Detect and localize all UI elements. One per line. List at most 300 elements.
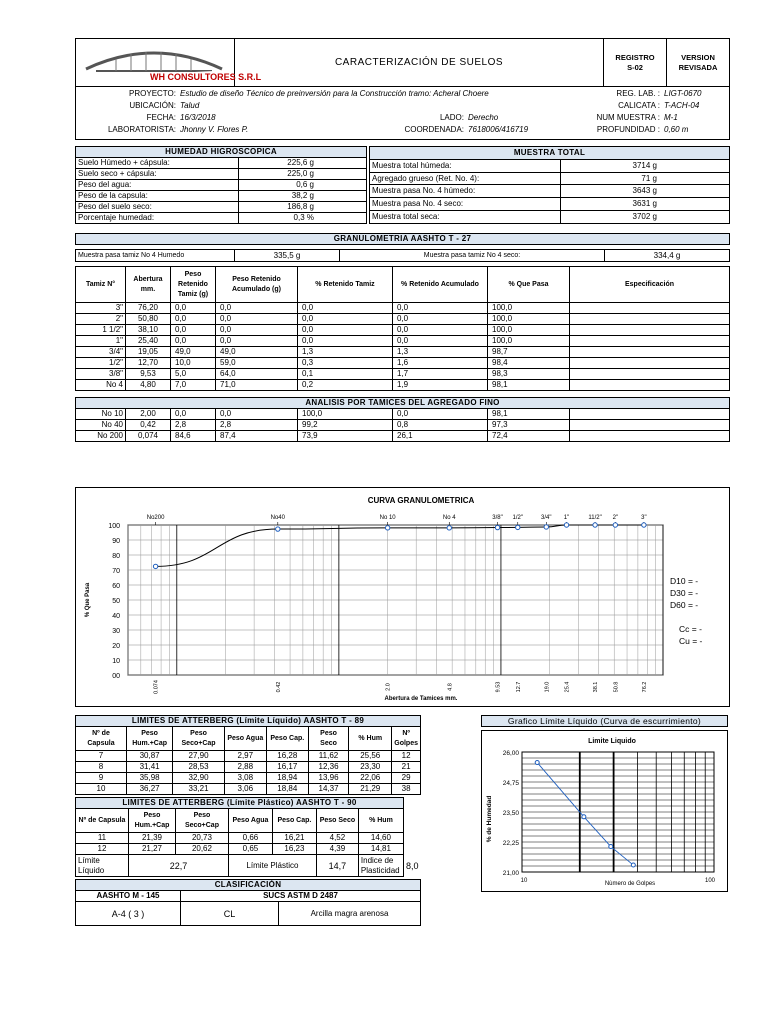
fino-row-cell: 2,8	[216, 420, 298, 431]
atterberg-cell: 20,62	[175, 844, 228, 855]
humedad-row-label: Suelo Húmedo + cápsula:	[76, 158, 239, 169]
curva-y-tick: 30	[112, 628, 120, 635]
muestra-row-label: Muestra total húmeda:	[370, 159, 561, 172]
atterberg-cell: 13,96	[308, 773, 348, 784]
reglab-value: LIGT-0670	[664, 89, 702, 98]
curva-sieve-label: 2"	[612, 515, 619, 521]
fino-row	[76, 420, 730, 431]
humedad-row	[76, 202, 367, 213]
sieve-row-cell: 1/2"	[76, 358, 126, 369]
fino-row	[76, 409, 730, 420]
atterberg-column-header: Peso Seco+Cap	[173, 727, 225, 751]
humedad-row	[76, 191, 367, 202]
atterberg-cell: 38	[392, 784, 421, 795]
ip-result-label: Indice de Plasticidad	[358, 855, 403, 877]
atterberg-row	[76, 773, 421, 784]
aashto-label: AASHTO M - 145	[76, 891, 181, 902]
fino-row-cell: 0,42	[126, 420, 171, 431]
lado-value: Derecho	[468, 113, 499, 122]
atterberg-cell: 21	[392, 762, 421, 773]
sucs-label: SUCS ASTM D 2487	[181, 891, 421, 902]
fino-row-cell: 84,6	[171, 431, 216, 442]
atterberg-column-header: Peso Seco	[316, 809, 358, 833]
proyecto-label: PROYECTO:	[129, 89, 176, 98]
atterberg-cell: 12	[76, 844, 129, 855]
ll-title: LIMITES DE ATTERBERG (Límite Líquido) AASHTO T - 89	[76, 716, 421, 727]
ll-y-tick: 23,50	[502, 810, 519, 817]
fino-row-cell: 2,8	[171, 420, 216, 431]
curva-series-line	[156, 525, 644, 566]
registro-cell	[604, 39, 667, 87]
version-cell	[667, 39, 730, 87]
escurrimiento-title: Grafico Límite Líquido (Curva de escurrimiento)	[482, 716, 728, 727]
ll-data-point	[582, 815, 586, 819]
sieve-row-cell: 7,0	[171, 380, 216, 391]
humedad-row-label: Suelo seco + cápsula:	[76, 169, 239, 180]
sieve-row-cell: 19,05	[126, 347, 171, 358]
coordenada-value: 7618006/416719	[468, 125, 529, 134]
atterberg-cell: 21,29	[349, 784, 392, 795]
atterberg-column-header: Peso Cap.	[266, 727, 308, 751]
atterberg-column-header: Peso Agua	[228, 809, 272, 833]
ip-result-value: 8,0	[405, 860, 419, 871]
atterberg-cell: 25,56	[349, 751, 392, 762]
curva-y-tick: 70	[112, 568, 120, 575]
atterberg-cell: 4,39	[316, 844, 358, 855]
sieve-row-cell: 0,2	[298, 380, 393, 391]
ll-result-label: Límite Líquido	[76, 855, 129, 877]
curva-sieve-label: No 4	[442, 515, 456, 521]
atterberg-cell: 0,65	[228, 844, 272, 855]
curva-sieve-label: No40	[270, 515, 285, 521]
escurrimiento-header	[481, 715, 728, 727]
sieve-column-header: Especificación	[570, 267, 730, 303]
ll-chart-xlabel: Nùmero de Golpes	[604, 881, 656, 887]
fino-row-cell: 0,074	[126, 431, 171, 442]
sieve-column-header: Peso Retenido Acumulado (g)	[216, 267, 298, 303]
atterberg-cell: 9	[76, 773, 127, 784]
curva-data-point	[385, 526, 389, 530]
curva-y-tick: 80	[112, 553, 120, 560]
curva-data-point	[516, 525, 520, 529]
atterberg-column-header: % Hum	[349, 727, 392, 751]
atterberg-cell: 16,21	[272, 833, 316, 844]
curva-y-tick: 100	[108, 523, 120, 530]
sieve-row-cell: 100,0	[488, 314, 570, 325]
sucs-value: CL	[181, 902, 279, 926]
sieve-row-cell: 100,0	[488, 336, 570, 347]
lado-label: LADO:	[439, 113, 464, 122]
cc-value: Cc = -	[679, 624, 702, 634]
atterberg-cell: 30,87	[126, 751, 172, 762]
atterberg-cell: 18,84	[266, 784, 308, 795]
sieve-column-header: % Retenido Tamiz	[298, 267, 393, 303]
especificacion-cell	[570, 336, 730, 347]
sieve-row-cell: 0,0	[171, 303, 216, 314]
sieve-row-cell: 38,10	[126, 325, 171, 336]
atterberg-row	[76, 844, 421, 855]
sieve-row-cell: 1,6	[393, 358, 488, 369]
sieve-column-header: % Retenido Acumulado	[393, 267, 488, 303]
pasa-humedo-value: 335,5 g	[235, 250, 340, 262]
lp-result-value: 14,7	[316, 855, 358, 877]
sieve-row-cell: 71,0	[216, 380, 298, 391]
sieve-row-cell: 9,53	[126, 369, 171, 380]
sieve-table	[75, 266, 730, 391]
curva-x-tick: 38.1	[593, 681, 600, 693]
humedad-row	[76, 213, 367, 224]
sieve-row-cell: 0,0	[393, 336, 488, 347]
curva-sieve-label: No200	[146, 515, 165, 521]
sieve-row-cell: 0,0	[216, 314, 298, 325]
sieve-column-header: % Que Pasa	[488, 267, 570, 303]
atterberg-cell: 3,06	[224, 784, 266, 795]
sieve-row-cell: 2"	[76, 314, 126, 325]
humedad-row-label: Porcentaje humedad:	[76, 213, 239, 224]
calicata-value: T-ACH-04	[664, 101, 700, 110]
atterberg-column-header: Peso Seco+Cap	[175, 809, 228, 833]
report-title: CARACTERIZACIÓN DE SUELOS	[235, 39, 604, 87]
clasificacion-table	[75, 879, 421, 926]
especificacion-cell	[570, 325, 730, 336]
curva-y-tick: 50	[112, 598, 120, 605]
sieve-row-cell: 49,0	[171, 347, 216, 358]
profundidad-value: 0,60 m	[664, 125, 689, 134]
sieve-row-cell: 50,80	[126, 314, 171, 325]
sieve-row	[76, 325, 730, 336]
sieve-row-cell: 1,9	[393, 380, 488, 391]
cu-value: Cu = -	[679, 636, 703, 646]
curva-sieve-label: 11/2"	[588, 515, 602, 521]
fecha-label: FECHA:	[146, 113, 176, 122]
especificacion-cell	[570, 380, 730, 391]
sieve-row-cell: No 4	[76, 380, 126, 391]
muestra-row-value: 3631 g	[561, 198, 730, 211]
atterberg-column-header: Peso Hum.+Cap	[128, 809, 175, 833]
version-label: VERSION	[681, 52, 715, 62]
curva-data-point	[495, 525, 499, 529]
sieve-row-cell: 100,0	[488, 325, 570, 336]
sieve-row-cell: 3/4"	[76, 347, 126, 358]
sieve-row-cell: 59,0	[216, 358, 298, 369]
curva-sieve-label: 3/4"	[541, 515, 552, 521]
curva-x-tick: 19.0	[544, 681, 551, 693]
curva-data-point	[153, 564, 157, 568]
fino-row-cell: 73,9	[298, 431, 393, 442]
atterberg-cell: 4,52	[316, 833, 358, 844]
muestra-row-value: 3714 g	[561, 159, 730, 172]
atterberg-cell: 32,90	[173, 773, 225, 784]
humedad-table	[75, 146, 367, 224]
atterberg-row	[76, 784, 421, 795]
atterberg-cell: 35,98	[126, 773, 172, 784]
curva-y-tick: 10	[112, 658, 120, 665]
muestra-title: MUESTRA TOTAL	[370, 147, 730, 160]
atterberg-cell: 20,73	[175, 833, 228, 844]
atterberg-cell: 23,30	[349, 762, 392, 773]
atterberg-cell: 14,81	[358, 844, 403, 855]
sieve-row	[76, 380, 730, 391]
atterberg-lp-table	[75, 797, 421, 877]
curva-data-point	[642, 523, 646, 527]
curva-sieve-label: No 10	[379, 515, 396, 521]
muestra-row-label: Muestra total seca:	[370, 211, 561, 224]
fino-row-cell: No 40	[76, 420, 126, 431]
curva-data-point	[447, 526, 451, 530]
sieve-row-cell: 0,3	[298, 358, 393, 369]
sieve-row	[76, 358, 730, 369]
especificacion-cell	[570, 420, 730, 431]
curva-title: CURVA GRANULOMETRICA	[367, 496, 475, 505]
sieve-row	[76, 347, 730, 358]
especificacion-cell	[570, 314, 730, 325]
profundidad-label: PROFUNDIDAD :	[596, 125, 660, 134]
atterberg-row	[76, 751, 421, 762]
curva-x-tick: 9.53	[495, 681, 502, 693]
sieve-row-cell: 25,40	[126, 336, 171, 347]
humedad-row	[76, 158, 367, 169]
curva-sieve-label: 3/8"	[492, 515, 503, 521]
atterberg-cell: 36,27	[126, 784, 172, 795]
curva-x-tick: 25.4	[564, 681, 571, 693]
atterberg-cell: 10	[76, 784, 127, 795]
humedad-row-label: Peso de la capsula:	[76, 191, 239, 202]
curva-y-tick: 00	[112, 673, 120, 680]
sieve-row-cell: 0,0	[298, 336, 393, 347]
sieve-column-header: Abertura mm.	[126, 267, 171, 303]
atterberg-cell: 12,36	[308, 762, 348, 773]
atterberg-cell: 2,88	[224, 762, 266, 773]
atterberg-cell: 12	[392, 751, 421, 762]
curva-sieve-label: 1/2"	[512, 515, 523, 521]
atterberg-section	[75, 715, 421, 926]
limite-liquido-chart	[482, 731, 727, 891]
ll-x-tick: 10	[520, 878, 528, 884]
curva-granulometrica-chart	[76, 488, 729, 706]
empty-cell	[403, 844, 420, 855]
curva-x-tick: 0.074	[153, 680, 160, 694]
curva-data-point	[613, 523, 617, 527]
ll-result-value: 22,7	[128, 855, 228, 877]
sieve-row-cell: 0,0	[298, 325, 393, 336]
ll-series-line	[537, 763, 633, 865]
pasa-seco-value: 334,4 g	[605, 250, 730, 262]
atterberg-column-header: Peso Seco	[308, 727, 348, 751]
registro-label: REGISTRO	[615, 52, 655, 62]
clasificacion-title: CLASIFICACIÓN	[76, 880, 421, 891]
ll-y-tick: 26,00	[502, 750, 519, 757]
fino-row-cell: 87,4	[216, 431, 298, 442]
sieve-row-cell: 10,0	[171, 358, 216, 369]
muestra-row	[370, 211, 730, 224]
curva-xlabel: Abertura de Tamices mm.	[384, 696, 458, 702]
proyecto-value: Estudio de diseño Técnico de preinversión para la Construcción tramo: Acheral Choere	[180, 89, 489, 98]
muestra-row-label: Muestra pasa No. 4 húmedo:	[370, 185, 561, 198]
sieve-row-cell: 0,0	[393, 314, 488, 325]
humedad-row-value: 0,3 %	[239, 213, 367, 224]
especificacion-cell	[570, 347, 730, 358]
aashto-value: A-4 ( 3 )	[76, 902, 181, 926]
curva-y-tick: 20	[112, 643, 120, 650]
laboratorista-value: Jhonny V. Flores P.	[180, 125, 249, 134]
atterberg-cell: 16,23	[272, 844, 316, 855]
version-value: REVISADA	[678, 62, 718, 72]
muestra-row	[370, 185, 730, 198]
curva-params	[670, 575, 702, 647]
company-logo-cell	[76, 39, 262, 87]
empty-cell	[403, 833, 420, 844]
fino-row	[76, 431, 730, 442]
atterberg-cell: 28,53	[173, 762, 225, 773]
lp-title: LIMITES DE ATTERBERG (Límite Plástico) AASHTO T - 90	[76, 798, 404, 809]
atterberg-row	[76, 762, 421, 773]
ll-data-point	[631, 863, 635, 867]
atterberg-cell: 3,08	[224, 773, 266, 784]
sieve-row-cell: 100,0	[488, 303, 570, 314]
curva-x-tick: 2.0	[385, 683, 392, 691]
ll-chart-title: Limite Liquido	[588, 738, 636, 745]
ll-x-tick: 100	[704, 878, 716, 884]
especificacion-cell	[570, 409, 730, 420]
sieve-row-cell: 1,7	[393, 369, 488, 380]
atterberg-cell: 16,17	[266, 762, 308, 773]
sieve-row-cell: 0,0	[216, 325, 298, 336]
fino-title: ANALISIS POR TAMICES DEL AGREGADO FINO	[76, 398, 730, 409]
humedad-row-value: 225,0 g	[239, 169, 367, 180]
curva-y-tick: 60	[112, 583, 120, 590]
bridge-logo-icon	[76, 39, 262, 83]
d10-value: D10 = -	[670, 576, 699, 586]
muestra-row-label: Muestra pasa No. 4 seco:	[370, 198, 561, 211]
curva-x-tick: 4.8	[447, 683, 454, 691]
ll-chart-ylabel: % de Humedad	[486, 795, 493, 843]
ll-y-tick: 24,75	[502, 780, 519, 787]
fino-row-cell: 2,00	[126, 409, 171, 420]
atterberg-cell: 11,62	[308, 751, 348, 762]
humedad-row	[76, 180, 367, 191]
humedad-row	[76, 169, 367, 180]
muestra-row-label: Agregado grueso (Ret. No. 4):	[370, 172, 561, 185]
sieve-row-cell: 12,70	[126, 358, 171, 369]
atterberg-cell: 27,90	[173, 751, 225, 762]
fino-row-cell: 26,1	[393, 431, 488, 442]
atterberg-cell: 0,66	[228, 833, 272, 844]
fino-row-cell: 0,0	[171, 409, 216, 420]
granulometria-title: GRANULOMETRIA AASHTO T - 27	[76, 234, 730, 245]
muestra-row-value: 3702 g	[561, 211, 730, 224]
fino-table	[75, 397, 730, 442]
humedad-row-value: 0,6 g	[239, 180, 367, 191]
d60-value: D60 = -	[670, 600, 699, 610]
pasa-seco-label: Muestra pasa tamiz No 4 seco:	[340, 250, 605, 262]
curva-ylabel: % Que Pasa	[85, 582, 91, 618]
fino-row-cell: No 200	[76, 431, 126, 442]
fino-row-cell: 99,2	[298, 420, 393, 431]
pasa-humedo-label: Muestra pasa tamiz No 4 Humedo	[76, 250, 235, 262]
sieve-row-cell: 5,0	[171, 369, 216, 380]
fino-row-cell: 98,1	[488, 409, 570, 420]
sieve-row-cell: 4,80	[126, 380, 171, 391]
ll-y-tick: 22,25	[502, 840, 519, 847]
ubicacion-label: UBICACIÓN:	[129, 101, 176, 110]
sieve-row-cell: 0,0	[393, 303, 488, 314]
muestra-row	[370, 198, 730, 211]
curva-data-point	[544, 525, 548, 529]
sieve-row-cell: 98,7	[488, 347, 570, 358]
atterberg-column-header: Nº Golpes	[392, 727, 421, 751]
curva-y-tick: 40	[112, 613, 120, 620]
report-header	[75, 38, 730, 87]
d30-value: D30 = -	[670, 588, 699, 598]
fino-row-cell: 97,3	[488, 420, 570, 431]
atterberg-cell: 31,41	[126, 762, 172, 773]
sieve-row-cell: 0,0	[298, 314, 393, 325]
sieve-row-cell: 0,0	[216, 303, 298, 314]
curva-x-tick: 0.42	[275, 681, 282, 693]
humedad-row-value: 38,2 g	[239, 191, 367, 202]
sieve-row-cell: 0,0	[393, 325, 488, 336]
project-info	[75, 87, 730, 140]
muestra-row	[370, 172, 730, 185]
curva-x-tick: 50.8	[613, 681, 620, 693]
sieve-row-cell: 64,0	[216, 369, 298, 380]
sieve-row-cell: 0,0	[216, 336, 298, 347]
atterberg-cell: 18,94	[266, 773, 308, 784]
especificacion-cell	[570, 358, 730, 369]
coordenada-label: COORDENADA:	[404, 125, 464, 134]
humedad-row-value: 186,8 g	[239, 202, 367, 213]
atterberg-column-header: Peso Cap.	[272, 809, 316, 833]
sieve-column-header: Peso Retenido Tamiz (g)	[171, 267, 216, 303]
atterberg-cell: 16,28	[266, 751, 308, 762]
sieve-row-cell: 1,3	[298, 347, 393, 358]
atterberg-cell: 29	[392, 773, 421, 784]
sieve-row-cell: 98,3	[488, 369, 570, 380]
atterberg-cell: 21,39	[128, 833, 175, 844]
especificacion-cell	[570, 303, 730, 314]
sieve-row	[76, 336, 730, 347]
muestra-row	[370, 159, 730, 172]
calicata-label: CALICATA :	[618, 101, 660, 110]
atterberg-column-header: Peso Hum.+Cap	[126, 727, 172, 751]
muestra-row-value: 3643 g	[561, 185, 730, 198]
atterberg-cell: 7	[76, 751, 127, 762]
curva-data-point	[276, 527, 280, 531]
curva-sieve-label: 1"	[563, 515, 570, 521]
curva-x-tick: 12.7	[515, 681, 522, 693]
muestra-table	[369, 146, 730, 224]
fino-row-cell: 0,8	[393, 420, 488, 431]
empty-cell	[403, 809, 420, 833]
sieve-row-cell: 98,1	[488, 380, 570, 391]
atterberg-column-header: Nº de Capsula	[76, 809, 129, 833]
sieve-row-cell: 3/8"	[76, 369, 126, 380]
nummuestra-value: M-1	[664, 113, 678, 122]
humedad-row-value: 225,6 g	[239, 158, 367, 169]
atterberg-column-header: % Hum	[358, 809, 403, 833]
atterberg-cell: 14,37	[308, 784, 348, 795]
sieve-row	[76, 303, 730, 314]
atterberg-cell: 21,27	[128, 844, 175, 855]
fino-row-cell: No 10	[76, 409, 126, 420]
atterberg-cell: 2,97	[224, 751, 266, 762]
ll-data-point	[535, 761, 539, 765]
humedad-title: HUMEDAD HIGROSCOPICA	[76, 147, 367, 158]
sieve-row-cell: 0,0	[171, 336, 216, 347]
sieve-row-cell: 3"	[76, 303, 126, 314]
muestra-pasa-row	[75, 249, 730, 262]
laboratorista-label: LABORATORISTA:	[107, 125, 176, 134]
